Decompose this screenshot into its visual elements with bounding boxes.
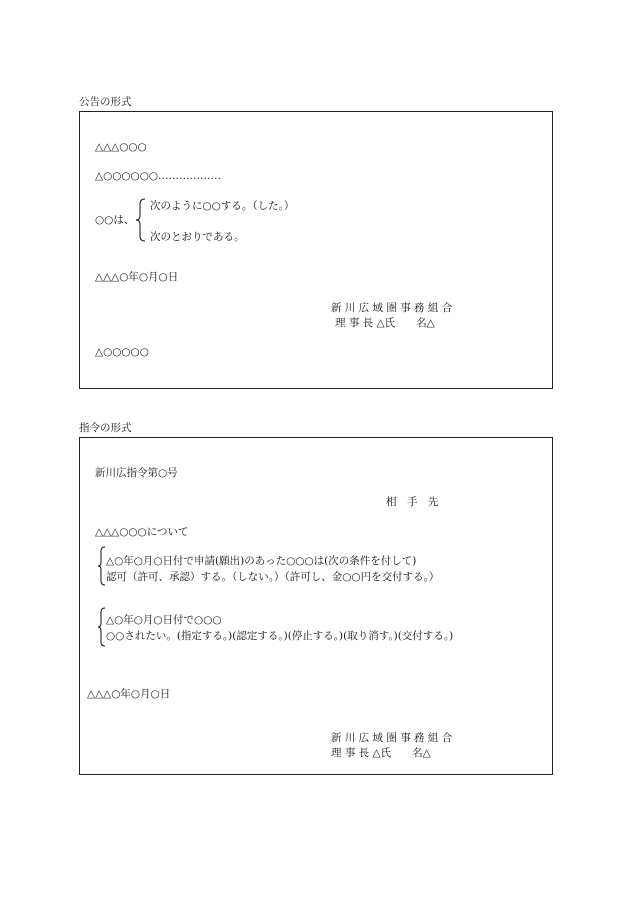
section2-group1-line1: △○年○月○日付で申請(願出)のあった○○○は(次の条件を付して)	[106, 555, 417, 567]
section1-subject: ○○は、	[95, 214, 135, 226]
section2-group2-line2: ○○されたい。(指定する。)(認定する。)(停止する。)(取り消す。)(交付する。)	[106, 630, 454, 642]
section1-box	[79, 111, 553, 389]
section1-heading: 公告の形式	[79, 96, 132, 108]
section2-box	[79, 437, 553, 775]
section2-recipient: 相 手 先	[386, 496, 439, 508]
section1-org: 新 川 広 域 圏 事 務 組 合	[331, 302, 453, 314]
section2-group1-line2: 認可（許可、承認）する。（しない。）（許可し、金○○円を交付する。）	[106, 571, 440, 583]
section2-subject: △△△○○○について	[95, 526, 189, 538]
section2-heading: 指令の形式	[79, 422, 132, 434]
section2-group2-line1: △○年○月○日付で○○○	[106, 614, 222, 626]
section1-title-line: 理 事 長 △氏 名△	[335, 317, 435, 329]
left-brace-icon	[135, 198, 147, 242]
section1-option2: 次のとおりである。	[150, 231, 245, 243]
section2-number: 新川広指令第○号	[95, 467, 178, 479]
section1-footer: △○○○○○	[95, 346, 149, 358]
section1-option1: 次のように○○する。（した。）	[150, 200, 295, 212]
section2-title-line: 理 事 長 △氏 名△	[331, 747, 431, 759]
section1-line2: △○○○○○○………………	[95, 170, 222, 182]
section1-date: △△△○年○月○日	[95, 271, 179, 283]
section2-org: 新 川 広 域 圏 事 務 組 合	[331, 732, 453, 744]
section2-date: △△△○年○月○日	[87, 688, 171, 700]
section1-line1: △△△○○○	[95, 141, 147, 153]
